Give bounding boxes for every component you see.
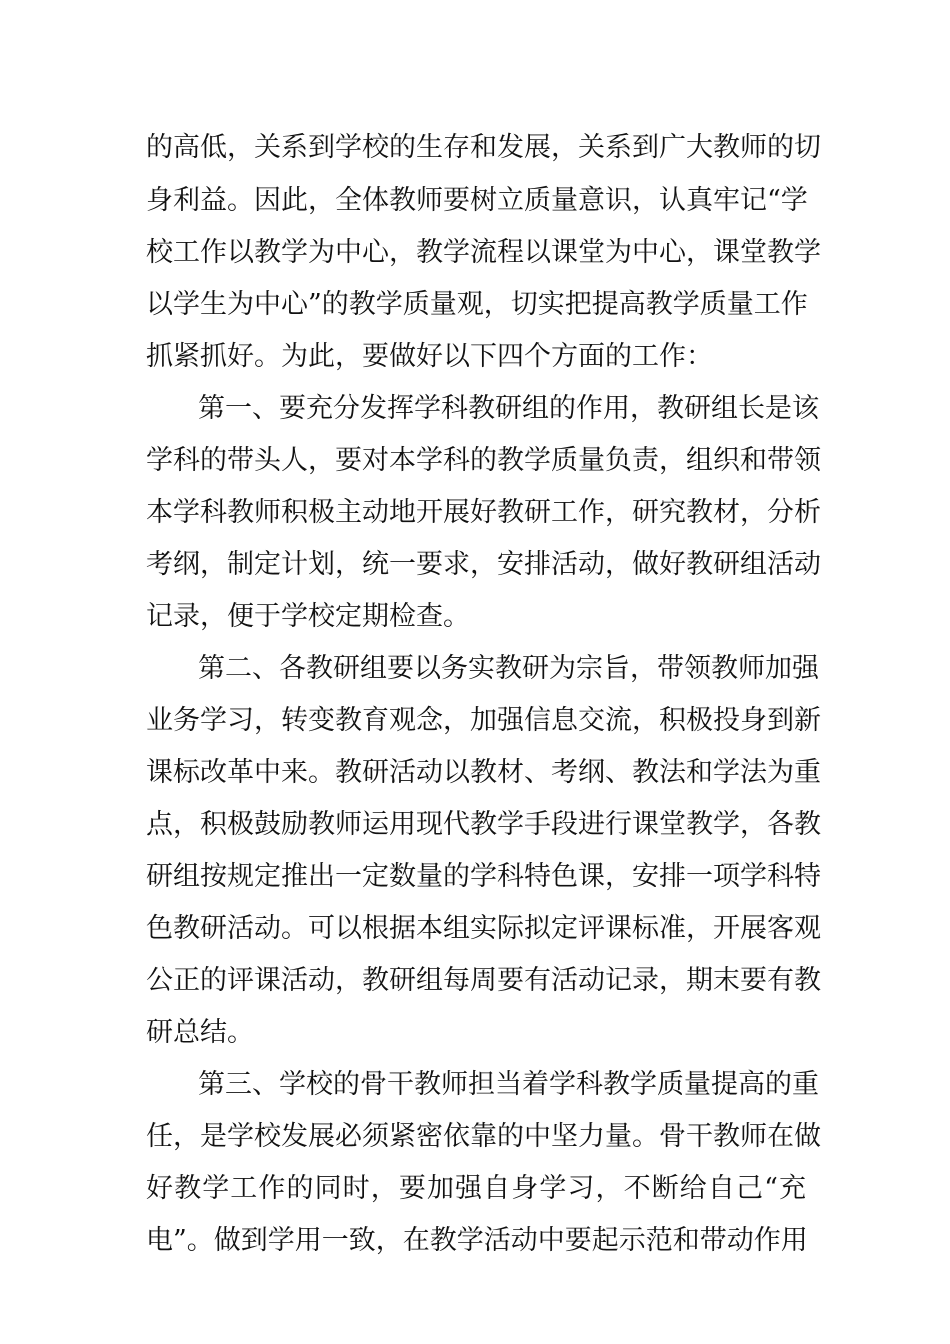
paragraph-first-line: 第一、要充分发挥学科教研组的作用，教研组长是该: [198, 393, 819, 424]
text-line: 公正的评课活动，教研组每周要有活动记录，期末要有教: [146, 965, 821, 996]
text-line: 的高低，关系到学校的生存和发展，关系到广大教师的切: [146, 132, 821, 163]
text-line: 学科的带头人，要对本学科的教学质量负责，组织和带领: [146, 445, 821, 476]
text-line: 研总结。: [146, 1017, 254, 1048]
text-line: 业务学习，转变教育观念，加强信息交流，积极投身到新: [146, 705, 821, 736]
text-line: 本学科教师积极主动地开展好教研工作，研究教材，分析: [146, 497, 821, 528]
paragraph-first-line: 第三、学校的骨干教师担当着学科教学质量提高的重: [198, 1069, 819, 1100]
text-line: 抓紧抓好。为此，要做好以下四个方面的工作：: [146, 341, 713, 372]
text-line: 好教学工作的同时，要加强自身学习，不断给自己“充: [146, 1173, 806, 1204]
text-line: 考纲，制定计划，统一要求，安排活动，做好教研组活动: [146, 549, 821, 580]
text-line: 课标改革中来。教研活动以教材、考纲、教法和学法为重: [146, 757, 821, 788]
text-line: 电”。做到学用一致，在教学活动中要起示范和带动作用: [146, 1225, 808, 1256]
text-line: 记录，便于学校定期检查。: [146, 601, 470, 632]
text-line: 以学生为中心”的教学质量观，切实把提高教学质量工作: [146, 289, 808, 320]
paragraph-first-line: 第二、各教研组要以务实教研为宗旨，带领教师加强: [198, 653, 819, 684]
text-line: 校工作以教学为中心，教学流程以课堂为中心，课堂教学: [146, 237, 821, 268]
text-line: 研组按规定推出一定数量的学科特色课，安排一项学科特: [146, 861, 821, 892]
text-line: 身利益。因此，全体教师要树立质量意识，认真牢记“学: [146, 185, 808, 216]
text-line: 任，是学校发展必须紧密依靠的中坚力量。骨干教师在做: [146, 1121, 821, 1152]
text-line: 点，积极鼓励教师运用现代教学手段进行课堂教学，各教: [146, 809, 821, 840]
text-line: 色教研活动。可以根据本组实际拟定评课标准，开展客观: [146, 913, 821, 944]
